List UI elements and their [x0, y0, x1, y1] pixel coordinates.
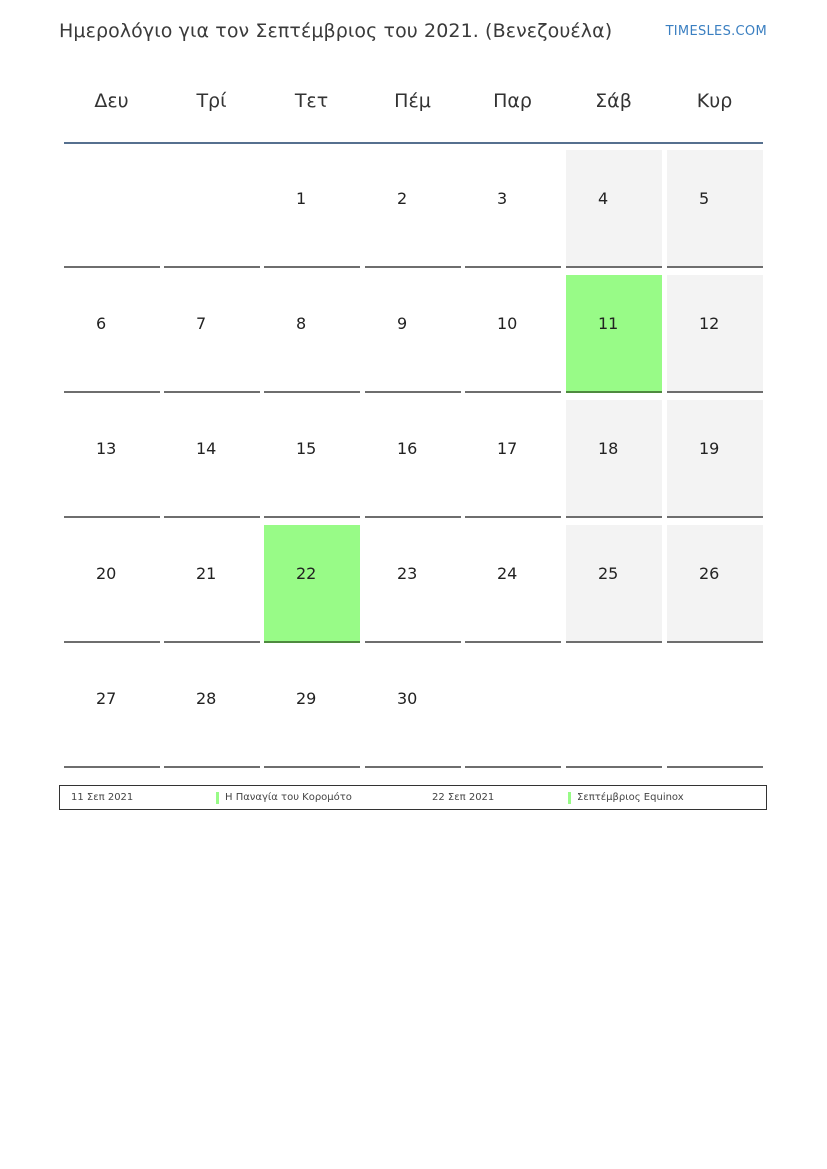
- day-number: 22: [296, 564, 317, 583]
- day-cell[interactable]: [164, 525, 260, 643]
- day-cell[interactable]: [667, 525, 763, 643]
- brand-link[interactable]: TIMESLES.COM: [665, 24, 767, 39]
- day-cell[interactable]: [667, 275, 763, 393]
- legend-date-1: 11 Σεπ 2021: [71, 792, 134, 803]
- day-cell[interactable]: [64, 525, 160, 643]
- calendar-grid: [64, 144, 763, 770]
- day-number: 23: [397, 564, 418, 583]
- day-number: 14: [196, 439, 217, 458]
- holiday-day-cell[interactable]: [566, 275, 662, 393]
- day-cell[interactable]: [667, 150, 763, 268]
- day-number: 6: [96, 314, 107, 333]
- day-cell[interactable]: [264, 400, 360, 518]
- day-number: 18: [598, 439, 619, 458]
- empty-day-cell: [465, 650, 561, 768]
- day-number: 12: [699, 314, 720, 333]
- weekday-label: Πέμ: [394, 90, 431, 112]
- day-number: 24: [497, 564, 518, 583]
- day-cell[interactable]: [667, 400, 763, 518]
- day-cell[interactable]: [365, 400, 461, 518]
- day-cell[interactable]: [566, 150, 662, 268]
- empty-day-cell: [667, 650, 763, 768]
- day-cell[interactable]: [365, 525, 461, 643]
- day-number: 29: [296, 689, 317, 708]
- day-number: 20: [96, 564, 117, 583]
- legend-date-2: 22 Σεπ 2021: [432, 792, 495, 803]
- legend-name-1: Η Παναγία του Κορομότο: [225, 792, 352, 803]
- day-cell[interactable]: [465, 400, 561, 518]
- day-number: 17: [497, 439, 518, 458]
- day-cell[interactable]: [365, 650, 461, 768]
- weekday-label: Σάβ: [595, 90, 632, 112]
- day-number: 21: [196, 564, 217, 583]
- day-number: 15: [296, 439, 317, 458]
- day-number: 7: [196, 314, 207, 333]
- empty-day-cell: [64, 150, 160, 268]
- day-cell[interactable]: [465, 150, 561, 268]
- day-cell[interactable]: [264, 150, 360, 268]
- day-cell[interactable]: [264, 650, 360, 768]
- day-number: 26: [699, 564, 720, 583]
- day-number: 19: [699, 439, 720, 458]
- weekday-label: Κυρ: [696, 90, 733, 112]
- page-title: Ημερολόγιο για τον Σεπτέμβριος του 2021. (Βενεζουέλα): [59, 20, 613, 42]
- day-number: 13: [96, 439, 117, 458]
- legend-marker-2: [568, 792, 571, 804]
- day-cell[interactable]: [64, 400, 160, 518]
- weekday-label: Τρί: [196, 90, 227, 112]
- day-cell[interactable]: [64, 275, 160, 393]
- weekday-label: Τετ: [294, 90, 329, 112]
- legend-name-2: Σεπτέμβριος Equinox: [577, 792, 684, 803]
- day-cell[interactable]: [164, 275, 260, 393]
- day-number: 30: [397, 689, 418, 708]
- day-number: 10: [497, 314, 518, 333]
- day-cell[interactable]: [64, 650, 160, 768]
- weekday-label: Δευ: [94, 90, 129, 112]
- weekday-label: Παρ: [493, 90, 532, 112]
- weekday-header: [64, 82, 763, 126]
- day-number: 16: [397, 439, 418, 458]
- day-cell[interactable]: [264, 275, 360, 393]
- holiday-day-cell[interactable]: [264, 525, 360, 643]
- day-number: 8: [296, 314, 307, 333]
- day-cell[interactable]: [566, 400, 662, 518]
- day-number: 9: [397, 314, 408, 333]
- day-number: 5: [699, 189, 710, 208]
- day-cell[interactable]: [465, 525, 561, 643]
- day-number: 25: [598, 564, 619, 583]
- day-number: 11: [598, 314, 619, 333]
- day-number: 1: [296, 189, 307, 208]
- day-cell[interactable]: [365, 150, 461, 268]
- day-cell[interactable]: [465, 275, 561, 393]
- day-cell[interactable]: [164, 400, 260, 518]
- day-number: 28: [196, 689, 217, 708]
- holiday-legend: [59, 785, 767, 810]
- day-number: 3: [497, 189, 508, 208]
- empty-day-cell: [566, 650, 662, 768]
- legend-marker-1: [216, 792, 219, 804]
- day-cell[interactable]: [566, 525, 662, 643]
- day-cell[interactable]: [164, 650, 260, 768]
- day-number: 2: [397, 189, 408, 208]
- day-cell[interactable]: [365, 275, 461, 393]
- empty-day-cell: [164, 150, 260, 268]
- day-number: 27: [96, 689, 117, 708]
- day-number: 4: [598, 189, 609, 208]
